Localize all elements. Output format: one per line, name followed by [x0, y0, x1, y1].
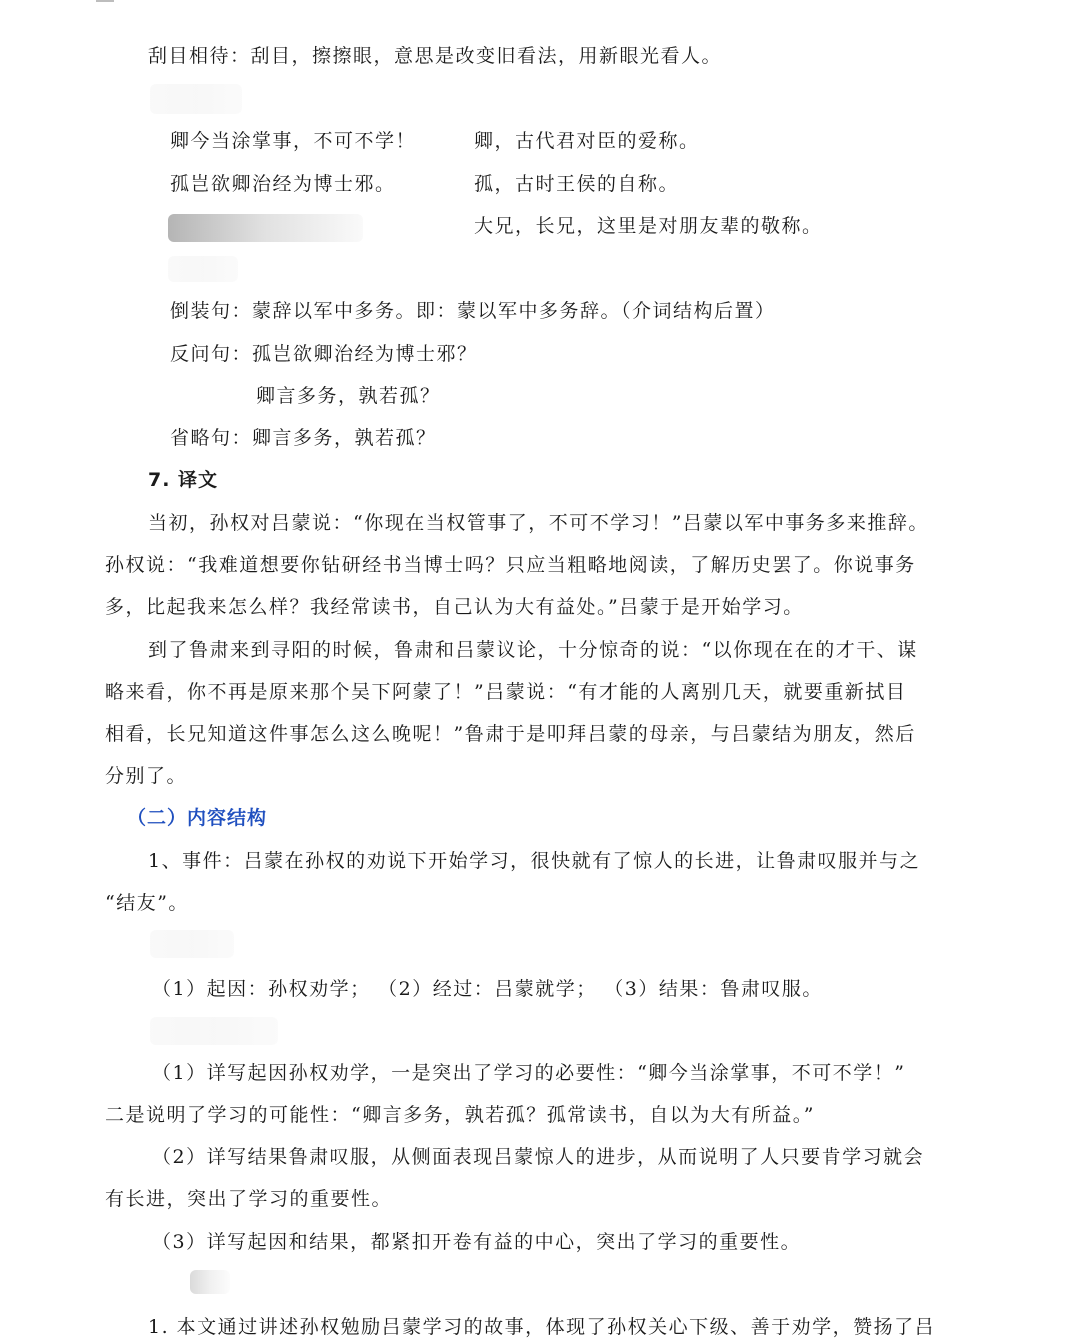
- text-line: （2）详写结果鲁肃叹服，从侧面表现吕蒙惊人的进步，从而说明了人只要肯学习就会: [152, 1146, 925, 1168]
- text-line: （1）详写起因孙权劝学，一是突出了学习的必要性：“卿今当涂掌事，不可不学！”: [152, 1062, 906, 1084]
- text-line: 分别了。: [105, 765, 188, 787]
- text-line: 1. 本文通过讲述孙权勉励吕蒙学习的故事，体现了孙权关心下级、善于劝学，赞扬了吕: [148, 1316, 936, 1338]
- text-line: 到了鲁肃来到寻阳的时候，鲁肃和吕蒙议论，十分惊奇的说：“以你现在在的才干、谋: [148, 639, 918, 661]
- text-line: 卿言多务，孰若孤？: [256, 385, 441, 407]
- text-line: （3）详写起因和结果，都紧扣开卷有益的中心，突出了学习的重要性。: [152, 1231, 802, 1253]
- text-line: 有长进，突出了学习的重要性。: [105, 1188, 393, 1210]
- section-heading: 7. 译文: [148, 469, 219, 491]
- text-line: 反问句：孤岂欲卿治经为博士邪？: [170, 343, 478, 365]
- text-line: 当初，孙权对吕蒙说：“你现在当权管事了，不可不学习！”吕蒙以军中事务多来推辞。: [148, 512, 929, 534]
- text-line: 倒装句：蒙辞以军中多务。即：蒙以军中多务辞。（介词结构后置）: [170, 300, 776, 322]
- text-line: 孤岂欲卿治经为博士邪。: [170, 173, 396, 195]
- text-line: 省略句：卿言多务，孰若孤？: [170, 427, 437, 449]
- text-line: 二是说明了学习的可能性：“卿言多务，孰若孤？孤常读书，自以为大有所益。”: [105, 1104, 815, 1126]
- text-line: 大兄，长兄，这里是对朋友辈的敬称。: [474, 215, 823, 237]
- faded-heading: [190, 1270, 230, 1294]
- text-line: “结友”。: [105, 892, 189, 914]
- blurred-text: [168, 214, 363, 242]
- section-heading: （二）内容结构: [127, 807, 268, 829]
- faded-heading: [150, 930, 234, 958]
- text-line: 卿今当涂掌事，不可不学！: [170, 130, 417, 152]
- text-line: 卿，古代君对臣的爱称。: [474, 130, 700, 152]
- scan-mark: [96, 0, 114, 12]
- text-line: （1）起因：孙权劝学； （2）经过：吕蒙就学； （3）结果：鲁肃叹服。: [152, 978, 823, 1000]
- text-line: 孙权说：“我难道想要你钻研经书当博士吗？只应当粗略地阅读，了解历史罢了。你说事务: [105, 554, 916, 576]
- text-line: 多，比起我来怎么样？我经常读书，自己认为大有益处。”吕蒙于是开始学习。: [105, 596, 804, 618]
- faded-heading: [150, 84, 242, 114]
- text-line: 1、事件：吕蒙在孙权的劝说下开始学习，很快就有了惊人的长进，让鲁肃叹服并与之: [148, 850, 921, 872]
- text-line: 刮目相待：刮目，擦擦眼，意思是改变旧看法，用新眼光看人。: [148, 45, 723, 67]
- text-line: 相看，长兄知道这件事怎么这么晚呢！”鲁肃于是叩拜吕蒙的母亲，与吕蒙结为朋友，然后: [105, 723, 916, 745]
- faded-heading: [150, 1017, 278, 1045]
- text-line: 孤，古时王侯的自称。: [474, 173, 680, 195]
- text-line: 略来看，你不再是原来那个吴下阿蒙了！”吕蒙说：“有才能的人离别几天，就要重新拭目: [105, 681, 907, 703]
- faded-heading: [168, 256, 238, 282]
